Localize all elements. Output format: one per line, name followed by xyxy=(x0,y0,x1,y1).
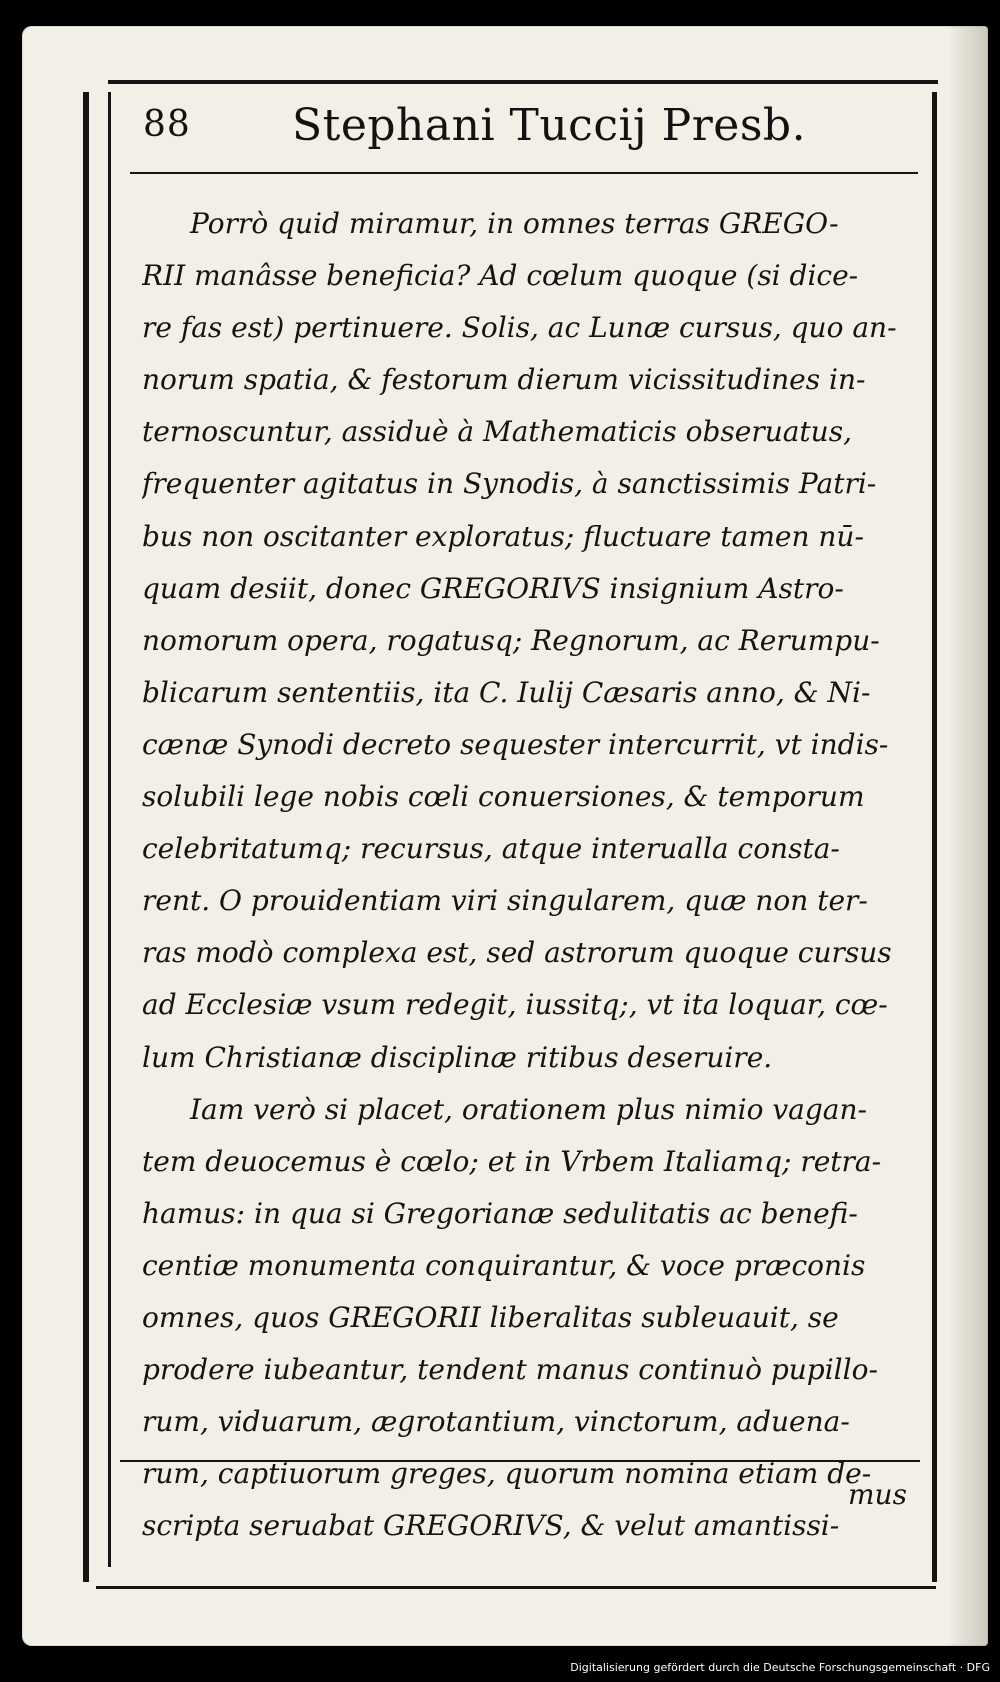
frame-rule-top xyxy=(108,80,938,84)
text-line: frequenter agitatus in Synodis, à sanctissimis Patri- xyxy=(142,467,877,501)
text-line: rent. O prouidentiam viri singularem, quæ non ter- xyxy=(142,884,868,918)
digitization-credit: Digitalisierung gefördert durch die Deutsche Forschungsgemeinschaft · DFG xyxy=(570,1661,990,1674)
text-line: ad Ecclesiæ vsum redegit, iussitq;, vt ita loquar, cœ- xyxy=(142,988,888,1022)
text-line: hamus: in qua si Gregorianæ sedulitatis ac benefi- xyxy=(142,1196,858,1230)
text-line: celebritatumq; recursus, atque interualla consta- xyxy=(142,832,840,866)
frame-rule-right xyxy=(932,92,937,1582)
text-line: cænæ Synodi decreto sequester intercurrit, vt indis- xyxy=(142,727,889,761)
text-line: ternoscuntur, assiduè à Mathematicis obseruatus, xyxy=(142,415,852,449)
page-gutter-shadow xyxy=(948,26,988,1646)
text-line: lum Christianæ disciplinæ ritibus deseruire. xyxy=(142,1040,773,1074)
frame-rule-outer-left xyxy=(83,92,89,1582)
text-line: solubili lege nobis cœli conuersiones, & temporum xyxy=(142,780,865,814)
text-line: Iam verò si placet, orationem plus nimio vagan- xyxy=(190,1092,867,1126)
text-line: rum, captiuorum greges, quorum nomina etiam de- xyxy=(142,1457,872,1491)
running-title: Stephani Tuccij Presb. xyxy=(292,100,807,151)
text-line: quam desiit, donec GREGORIVS insignium Astro- xyxy=(142,571,844,605)
catchword: mus xyxy=(848,1478,907,1511)
text-line: nomorum opera, rogatusq; Regnorum, ac Rerumpu- xyxy=(142,623,880,657)
frame-rule-inner-left xyxy=(108,92,111,1567)
text-line: scripta seruabat GREGORIVS, & velut amantissi- xyxy=(142,1509,840,1543)
body-text xyxy=(142,198,922,1552)
text-line: omnes, quos GREGORII liberalitas subleuauit, se xyxy=(142,1300,839,1334)
text-line: rum, viduarum, ægrotantium, vinctorum, aduena- xyxy=(142,1405,850,1439)
text-line: norum spatia, & festorum dierum vicissitudines in- xyxy=(142,363,866,397)
text-line: centiæ monumenta conquirantur, & voce præconis xyxy=(142,1248,866,1282)
text-line: tem deuocemus è cœlo; et in Vrbem Italiamq; retra- xyxy=(142,1144,882,1178)
text-line: prodere iubeantur, tendent manus continuò pupillo- xyxy=(142,1353,878,1387)
text-line: re fas est) pertinuere. Solis, ac Lunæ cursus, quo an- xyxy=(142,311,897,345)
text-line: RII manâsse beneficia? Ad cœlum quoque (si dice- xyxy=(142,259,859,293)
page-number: 88 xyxy=(143,104,191,145)
header-rule xyxy=(130,172,918,174)
frame-rule-bottom xyxy=(96,1586,936,1589)
text-line: ras modò complexa est, sed astrorum quoque cursus xyxy=(142,936,892,970)
text-line: bus non oscitanter exploratus; fluctuare tamen nū- xyxy=(142,519,864,553)
text-line: Porrò quid miramur, in omnes terras GREGO- xyxy=(190,207,839,240)
text-line: blicarum sententiis, ita C. Iulij Cæsaris anno, & Ni- xyxy=(142,675,871,709)
